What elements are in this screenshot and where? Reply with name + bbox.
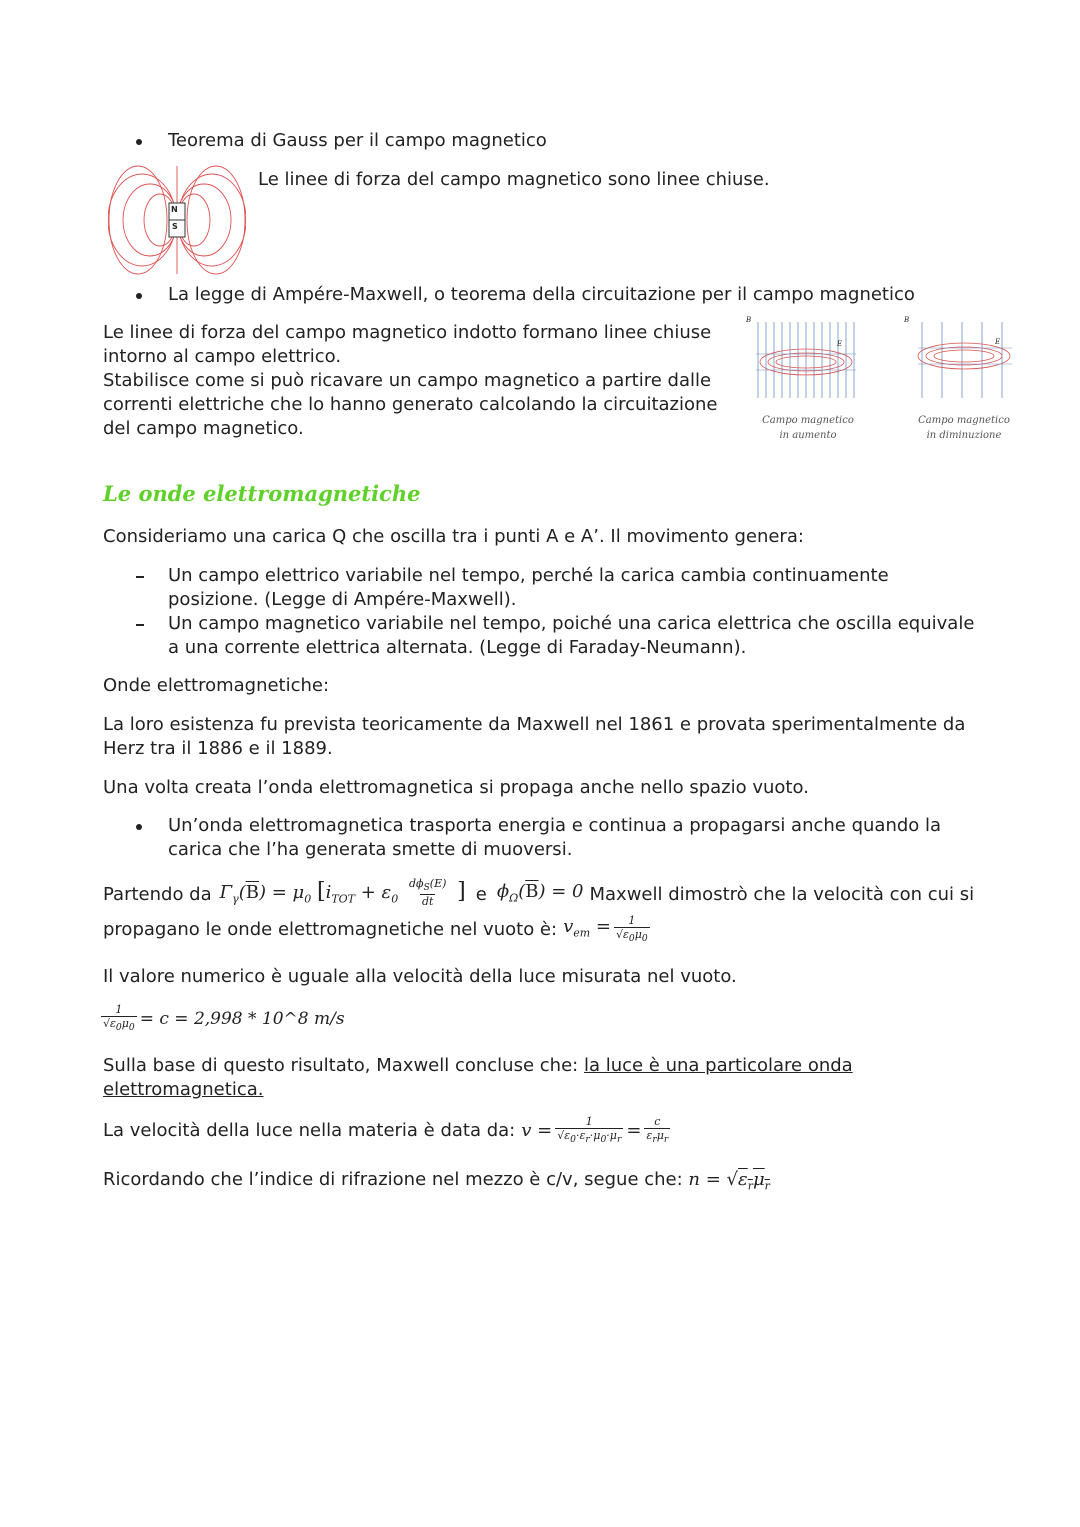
formula-line2-text: propagano le onde elettromagnetiche nel vuoto è: [103, 919, 558, 940]
magnet-field-lines-figure [108, 162, 246, 278]
equals-sign: = [626, 1120, 642, 1141]
section-title: Le onde elettromagnetiche [103, 481, 421, 506]
ampere-line-5: del campo magnetico. [103, 418, 304, 439]
dash-item-2 [136, 624, 144, 626]
ampere-line-4: correnti elettriche che lo hanno generato calcolando la circuitazione [103, 394, 718, 415]
waves-bullet-line2: carica che l’ha generata smette di muoversi. [168, 839, 573, 860]
v-symbol: v = [521, 1120, 553, 1141]
gauss-heading: Teorema di Gauss per il campo magnetico [168, 130, 547, 151]
speed-of-light-line [101, 1002, 345, 1036]
waves-label: Onde elettromagnetiche: [103, 675, 330, 696]
ampere-heading: La legge di Ampére-Maxwell, o teorema della circuitazione per il campo magnetico [168, 284, 915, 305]
ampere-maxwell-formula: $\Gamma_\gamma(\overline{B}) = \mu_0$ [$i_{TOT} + \varepsilon_0$ $\frac{d\phi_S(E)}{dt}$ ] [219, 877, 466, 909]
waves-item2-line1: Un campo magnetico variabile nel tempo, poiché una carica elettrica che oscilla equivale [168, 613, 975, 634]
waves-p3: Il valore numerico è uguale alla velocità della luce misurata nel vuoto. [103, 966, 737, 987]
gauss-text: Le linee di forza del campo magnetico sono linee chiuse. [258, 169, 770, 190]
formula-mid-text: e [475, 884, 487, 905]
waves-intro: Consideriamo una carica Q che oscilla tra i punti A e A’. Il movimento genera: [103, 526, 804, 547]
fig1-caption-1: Campo magnetico [762, 415, 854, 426]
bullet-gauss [136, 139, 142, 145]
fig1-b-label: B [746, 316, 752, 324]
bullet-waves [136, 824, 142, 830]
matter-fraction-2: $\frac{c}{\varepsilon_r\mu_r}$ [646, 1114, 669, 1146]
fig1-e-label: E [837, 340, 843, 348]
waves-p1-line1: La loro esistenza fu prevista teoricamente da Maxwell nel 1861 e provata sperimentalmente da [103, 714, 966, 735]
index-pre: Ricordando che l’indice di rifrazione nel mezzo è c/v, segue che: [103, 1169, 683, 1190]
conclusion-underlined-2: elettromagnetica. [103, 1079, 264, 1100]
formula-pre-text: Partendo da [103, 884, 212, 905]
dash-item-1 [136, 576, 144, 578]
refractive-index-formula: $n = √\varepsilon_r\mu_r$ [688, 1169, 770, 1193]
ampere-line-2: intorno al campo elettrico. [103, 346, 342, 367]
waves-item2-line2: a una corrente elettrica alternata. (Legge di Faraday-Neumann). [168, 637, 747, 658]
magnet-north-label: N [171, 205, 178, 214]
conclusion-line1 [103, 1054, 853, 1078]
induced-field-increasing-figure [752, 316, 862, 406]
gauss-magnetic-formula: $\phi_\Omega(\overline{B}) = 0$ [496, 880, 584, 905]
c-fraction: $\frac{1}{√\varepsilon_0\mu_0}$ [103, 1002, 135, 1034]
maxwell-formula-line [103, 877, 974, 913]
fig2-caption-1: Campo magnetico [918, 415, 1010, 426]
magnet-south-label: S [172, 222, 178, 231]
matter-fraction-1: $\frac{1}{√\varepsilon_0\cdot\varepsilon_r\cdot\mu_0\cdot\mu_r}$ [557, 1114, 622, 1146]
waves-p2: Una volta creata l’onda elettromagnetica si propaga anche nello spazio vuoto. [103, 777, 809, 798]
ampere-line-3: Stabilisce come si può ricavare un campo magnetico a partire dalle [103, 370, 712, 391]
induced-field-decreasing-figure [912, 316, 1017, 406]
bullet-ampere [136, 293, 142, 299]
vem-fraction: $\frac{1}{√\varepsilon_0\mu_0}$ [616, 913, 648, 945]
matter-pre: La velocità della luce nella materia è data da: [103, 1120, 516, 1141]
vem-formula: $v_{em}$ = [563, 915, 611, 940]
fig2-caption-2: in diminuzione [926, 430, 1002, 441]
formula-post-text: Maxwell dimostrò che la velocità con cui si [589, 884, 975, 905]
ampere-line-1: Le linee di forza del campo magnetico indotto formano linee chiuse [103, 322, 712, 343]
fig2-e-label: E [995, 338, 1001, 346]
conclusion-underlined-1: la luce è una particolare onda [583, 1055, 853, 1076]
waves-bullet-line1: Un’onda elettromagnetica trasporta energia e continua a propagarsi anche quando la [168, 815, 942, 836]
waves-p1-line2: Herz tra il 1886 e il 1889. [103, 738, 333, 759]
fig1-caption-2: in aumento [779, 430, 837, 441]
waves-item1-line1: Un campo elettrico variabile nel tempo, perché la carica cambia continuamente [168, 565, 889, 586]
conclusion-pre: Sulla base di questo risultato, Maxwell concluse che: [103, 1055, 579, 1076]
matter-velocity-line [103, 1114, 673, 1148]
waves-item1-line2: posizione. (Legge di Ampére-Maxwell). [168, 589, 517, 610]
c-value: = c = 2,998 * 10^8 m/s [139, 1009, 345, 1029]
flux-derivative-fraction: $\frac{d\phi_S(E)}{dt}$ [408, 877, 447, 909]
velocity-formula-line [103, 914, 653, 946]
refractive-index-line [103, 1168, 770, 1199]
fig2-b-label: B [904, 316, 910, 324]
